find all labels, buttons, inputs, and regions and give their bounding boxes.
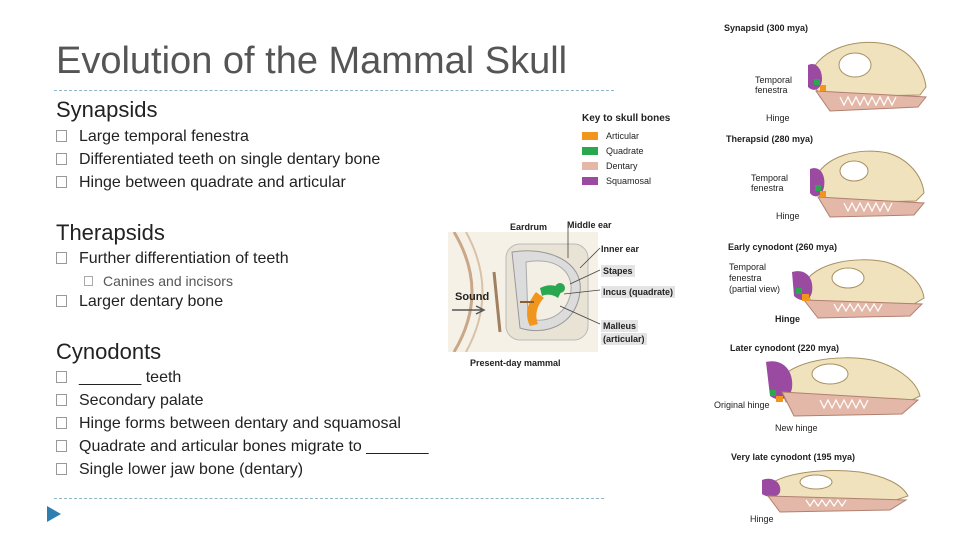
synapsid-skull <box>800 35 930 125</box>
cynodonts-heading: Cynodonts <box>56 339 162 364</box>
ear-incus-label: Incus (quadrate) <box>603 287 674 297</box>
bullet-box-icon <box>56 252 67 264</box>
sound-arrow-icon <box>452 305 492 315</box>
ear-malleus-sub-label: (articular) <box>603 334 645 344</box>
therapsids-heading: Therapsids <box>56 220 165 245</box>
key-dentary: Dentary <box>606 161 638 171</box>
therapsids-bullet-1: Further differentiation of teeth <box>56 250 289 268</box>
early-partial-label: (partial view) <box>729 284 781 294</box>
bullet-box-icon <box>56 394 67 406</box>
therapsid-temporal-label: Temporal <box>751 173 789 183</box>
later-new-hinge-label: New hinge <box>775 423 818 433</box>
squamosal-swatch <box>582 177 598 185</box>
bullet-box-icon <box>84 276 93 286</box>
bullet-box-icon <box>56 440 67 452</box>
ear-leader-lines <box>560 228 620 338</box>
page-title: Evolution of the Mammal Skull <box>56 40 568 82</box>
very-late-cynodont-title: Very late cynodont (195 mya) <box>731 452 856 462</box>
dentary-swatch <box>582 162 598 170</box>
later-cynodont-title: Later cynodont (220 mya) <box>730 343 840 353</box>
bullet-box-icon <box>56 371 67 383</box>
therapsid-hinge-label: Hinge <box>776 211 800 221</box>
ear-malleus-label: Malleus <box>603 321 637 331</box>
very-late-hinge-label: Hinge <box>750 514 774 524</box>
therapsids-sub-bullet: Canines and incisors <box>84 273 233 289</box>
later-cynodont-skull <box>764 352 930 424</box>
cynodonts-bullet-5: Single lower jaw bone (dentary) <box>56 461 303 479</box>
quadrate-swatch <box>582 147 598 155</box>
synapsids-heading: Synapsids <box>56 97 158 122</box>
key-title: Key to skull bones <box>582 113 671 124</box>
synapsid-temporal-label: Temporal <box>755 75 793 85</box>
ear-sound-label: Sound <box>455 291 490 303</box>
cynodonts-bullet-1: _______ teeth <box>56 369 181 387</box>
synapsids-bullet-3: Hinge between quadrate and articular <box>56 174 346 192</box>
bullet-box-icon <box>56 153 67 165</box>
early-cynodont-title: Early cynodont (260 mya) <box>728 242 838 252</box>
play-icon[interactable] <box>46 505 62 523</box>
key-articular: Articular <box>606 131 640 141</box>
early-temporal-label: Temporal <box>729 262 767 272</box>
cynodonts-bullet-3: Hinge forms between dentary and squamosal <box>56 415 401 433</box>
very-late-cynodont-skull <box>756 466 916 516</box>
ear-inner-ear-label: Inner ear <box>601 244 640 254</box>
key-squamosal: Squamosal <box>606 176 652 186</box>
synapsid-fenestra-label: fenestra <box>755 85 788 95</box>
cynodonts-bullet-4: Quadrate and articular bones migrate to _______ <box>56 438 429 456</box>
therapsids-bullet-2: Larger dentary bone <box>56 293 223 311</box>
therapsid-skull-title: Therapsid (280 mya) <box>726 134 814 144</box>
therapsid-fenestra-label: fenestra <box>751 183 784 193</box>
ear-caption: Present-day mammal <box>470 358 561 368</box>
bullet-box-icon <box>56 463 67 475</box>
later-original-hinge-label: Original hinge <box>714 400 770 410</box>
articular-swatch <box>582 132 598 140</box>
synapsids-bullet-2: Differentiated teeth on single dentary bone <box>56 151 380 169</box>
early-hinge-label: Hinge <box>775 314 801 324</box>
cynodonts-bullet-2: Secondary palate <box>56 392 204 410</box>
synapsid-skull-title: Synapsid (300 mya) <box>724 23 809 33</box>
synapsids-bullet-1: Large temporal fenestra <box>56 128 249 146</box>
ear-eardrum-label: Eardrum <box>510 222 548 232</box>
ear-middle-ear-label: Middle ear <box>567 220 612 230</box>
bullet-box-icon <box>56 417 67 429</box>
bullet-box-icon <box>56 176 67 188</box>
ear-stapes-label: Stapes <box>603 266 633 276</box>
bottom-divider <box>54 498 604 499</box>
early-fenestra-label: fenestra <box>729 273 762 283</box>
bullet-box-icon <box>56 295 67 307</box>
title-divider <box>54 90 614 91</box>
bullet-box-icon <box>56 130 67 142</box>
early-cynodont-skull <box>790 254 930 324</box>
therapsid-skull <box>804 145 930 225</box>
key-quadrate: Quadrate <box>606 146 644 156</box>
synapsid-hinge-label: Hinge <box>766 113 790 123</box>
